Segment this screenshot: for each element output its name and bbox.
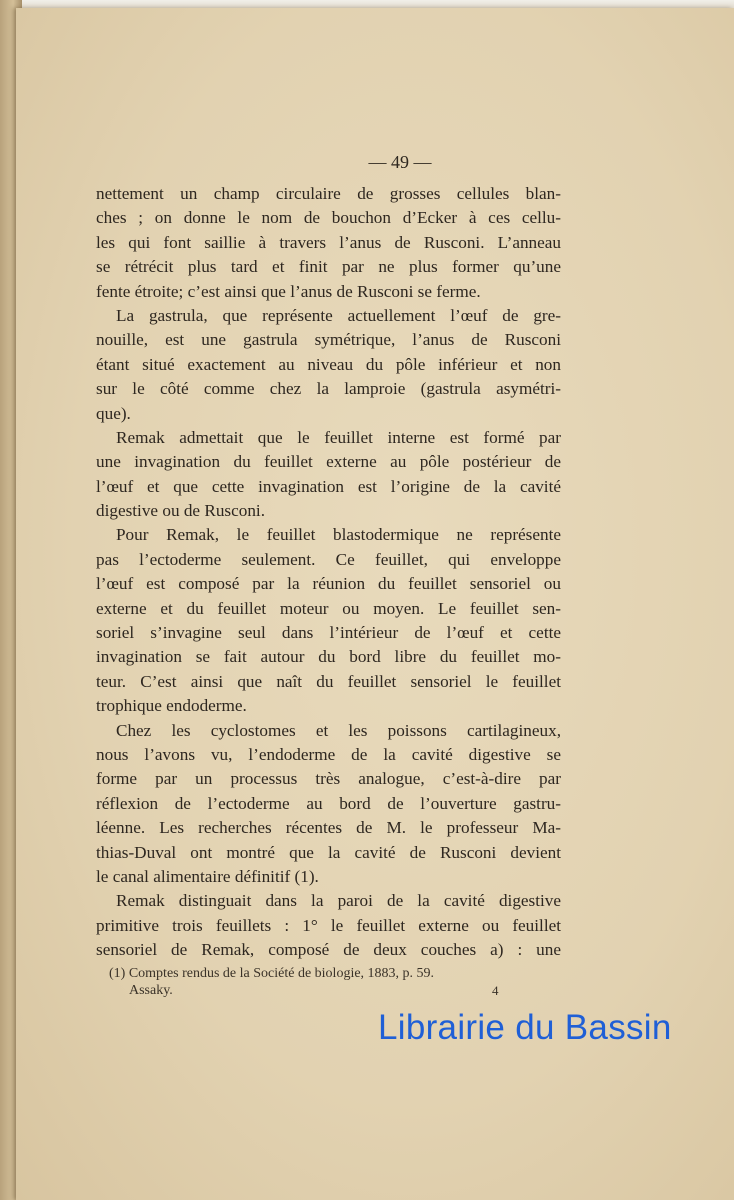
text-line: nettement un champ circulaire de grosses cellules blan- xyxy=(96,184,561,203)
text-line: forme par un processus très analogue, c’est-à-dire par xyxy=(96,769,561,789)
book-page xyxy=(16,8,734,1200)
text-line: La gastrula, que représente actuellement l’œuf de gre- xyxy=(116,305,561,325)
text-line: une invagination du feuillet externe au pôle postérieur de xyxy=(96,452,561,472)
text-line: l’œuf est composé par la réunion du feuillet sensoriel ou xyxy=(96,574,561,594)
text-line: thias-Duval ont montré que la cavité de Rusconi devient xyxy=(96,842,561,862)
paragraph xyxy=(96,523,561,718)
text-line: invagination se fait autour du bord libre du feuillet mo- xyxy=(96,647,561,667)
paragraph xyxy=(96,889,561,962)
text-line: Pour Remak, le feuillet blastodermique ne représente xyxy=(116,525,561,545)
text-line: réflexion de l’ectoderme au bord de l’ouverture gastru- xyxy=(96,793,561,813)
text-line: Remak distinguait dans la paroi de la cavité digestive xyxy=(116,891,561,911)
text-line: externe et du feuillet moteur ou moyen. Le feuillet sen- xyxy=(96,598,561,618)
text-line: nous l’avons vu, l’endoderme de la cavité digestive se xyxy=(96,744,561,764)
paragraph xyxy=(96,182,561,304)
text-line: les qui font saillie à travers l’anus de Rusconi. L’anneau xyxy=(96,232,561,252)
text-line: que). xyxy=(96,403,131,423)
text-line: Remak admettait que le feuillet interne est formé par xyxy=(116,427,561,447)
text-line: pas l’ectoderme seulement. Ce feuillet, qui enveloppe xyxy=(96,549,561,569)
text-line: ches ; on donne le nom de bouchon d’Ecker à ces cellu- xyxy=(96,208,561,228)
text-line: fente étroite; c’est ainsi que l’anus de Rusconi se ferme. xyxy=(96,281,481,301)
paragraph xyxy=(96,719,561,890)
text-line: léenne. Les recherches récentes de M. le professeur Ma- xyxy=(96,818,561,838)
text-line: sur le côté comme chez la lamproie (gastrula asymétri- xyxy=(96,379,561,399)
text-line: digestive ou de Rusconi. xyxy=(96,501,265,521)
text-line: étant situé exactement au niveau du pôle inférieur et non xyxy=(96,354,561,374)
text-line: nouille, est une gastrula symétrique, l’anus de Rusconi xyxy=(96,330,561,350)
paragraph xyxy=(96,304,561,426)
page-number: — 49 — xyxy=(368,152,432,172)
text-line: sensoriel de Remak, composé de deux couches a) : une xyxy=(96,940,561,960)
text-line: se rétrécit plus tard et finit par ne plus former qu’une xyxy=(96,257,561,277)
text-line: le canal alimentaire définitif (1). xyxy=(96,866,319,886)
footnote-line-1: (1) Comptes rendus de la Société de biologie, 1883, p. 59. xyxy=(109,966,435,981)
text-line: teur. C’est ainsi que naît du feuillet sensoriel le feuillet xyxy=(96,671,561,691)
page-body-text xyxy=(96,182,561,963)
text-line: primitive trois feuillets : 1° le feuillet externe ou feuillet xyxy=(96,915,561,935)
text-line: soriel s’invagine seul dans l’intérieur de l’œuf et cette xyxy=(96,623,561,643)
text-line: l’œuf et que cette invagination est l’origine de la cavité xyxy=(96,476,561,496)
paragraph xyxy=(96,426,561,524)
text-line: Chez les cyclostomes et les poissons cartilagineux, xyxy=(116,720,561,740)
text-line: trophique endoderme. xyxy=(96,696,247,716)
signature-mark: 4 xyxy=(492,983,499,998)
watermark: Librairie du Bassin xyxy=(378,1008,672,1047)
footnote xyxy=(109,965,434,999)
footnote-line-2: Assaky. xyxy=(129,983,173,998)
